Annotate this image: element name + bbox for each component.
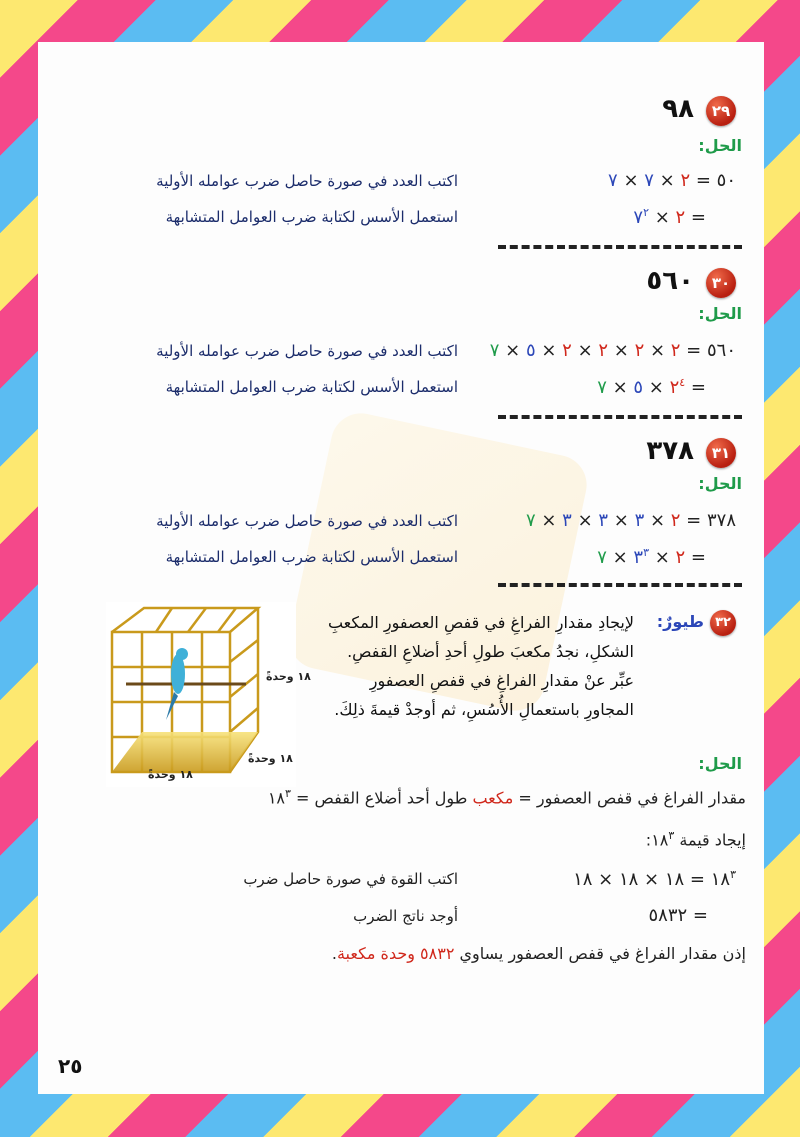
ex32-note-3: اكتب القوة في صورة حاصل ضرب [243, 870, 458, 888]
page-number: ٢٥ [58, 1054, 83, 1078]
ex29-equation-1: ٥٠ = ٢ × ٧ × ٧ [608, 170, 736, 191]
separator-2 [498, 415, 742, 419]
cage-width-label: ١٨ وحدةً [148, 768, 193, 781]
separator-1 [498, 245, 742, 249]
exercise-32-badge: ٣٢ [710, 610, 736, 636]
separator-3 [498, 583, 742, 587]
ex31-note-2: استعمل الأسس لكتابة ضرب العوامل المتشابهة [165, 548, 458, 566]
exercise-32-word: طيورٌ: [656, 612, 704, 631]
ex32-equation-4: = ٥٨٣٢ [648, 905, 708, 926]
ex31-note-1: اكتب العدد في صورة حاصل ضرب عوامله الأولية [156, 512, 458, 530]
exercise-30-number: ٥٦٠ [646, 266, 694, 296]
ex31-equation-2: = ٢ × $٣^٣$ × ٧ [597, 546, 706, 568]
ex29-note-2: استعمل الأسس لكتابة ضرب العوامل المتشابهة [165, 208, 458, 226]
ex32-final-answer: إذن مقدار الفراغ في قفص العصفور يساوي ٥٨٣٢ وحدة مكعبة. [331, 944, 746, 963]
ex32-equation-3: $١٨^٣$ = ١٨ × ١٨ × ١٨ [573, 868, 736, 890]
solution-label-30: الحل: [698, 304, 742, 323]
solution-label-29: الحل: [698, 136, 742, 155]
cage-depth-label: ١٨ وحدةً [248, 752, 293, 765]
exercise-31-number: ٣٧٨ [646, 436, 694, 466]
ex30-equation-1: ٥٦٠ = ٢ × ٢ × ٢ × ٢ × ٥ × ٧ [489, 340, 736, 361]
ex29-note-1: اكتب العدد في صورة حاصل ضرب عوامله الأولية [156, 172, 458, 190]
ex30-note-1: اكتب العدد في صورة حاصل ضرب عوامله الأولية [156, 342, 458, 360]
ex32-equation-1: مقدار الفراغ في قفص العصفور = مكعب طول أحد أضلاع القفص = $١٨^٣$ [267, 787, 746, 808]
solution-label-32: الحل: [698, 754, 742, 773]
ex30-note-2: استعمل الأسس لكتابة ضرب العوامل المتشابهة [165, 378, 458, 396]
ex32-note-4: أوجد ناتج الضرب [353, 907, 458, 925]
exercise-32-text: لإيجادِ مقدارِ الفراغِ في قفصِ العصفورِ المكعبِ الشكلِ، نجدُ مكعبَ طولِ أحدِ أضلاعِ القفصِ. عبِّر عنْ مقدارِ الفراغِ في قفصِ العصفورِ المجاورِ باستعمالِ الأُسُسِ، ثم أوجدْ قيمةَ ذلِكَ. [327, 613, 634, 719]
cage-height-label: ١٨ وحدةً [266, 670, 311, 683]
exercise-29-badge: ٢٩ [706, 96, 736, 126]
exercise-29-number: ٩٨ [662, 94, 694, 124]
ex30-equation-2: = $٢^٤$ × ٥ × ٧ [597, 376, 706, 398]
ex31-equation-1: ٣٧٨ = ٢ × ٣ × ٣ × ٣ × ٧ [525, 510, 736, 531]
ex32-equation-2: إيجاد قيمة $١٨^٣$: [645, 829, 746, 850]
page-sheet [38, 42, 764, 1094]
exercise-31-badge: ٣١ [706, 438, 736, 468]
solution-label-31: الحل: [698, 474, 742, 493]
exercise-30-badge: ٣٠ [706, 268, 736, 298]
ex29-equation-2: = ٢ × $٧^٢$ [633, 206, 706, 228]
